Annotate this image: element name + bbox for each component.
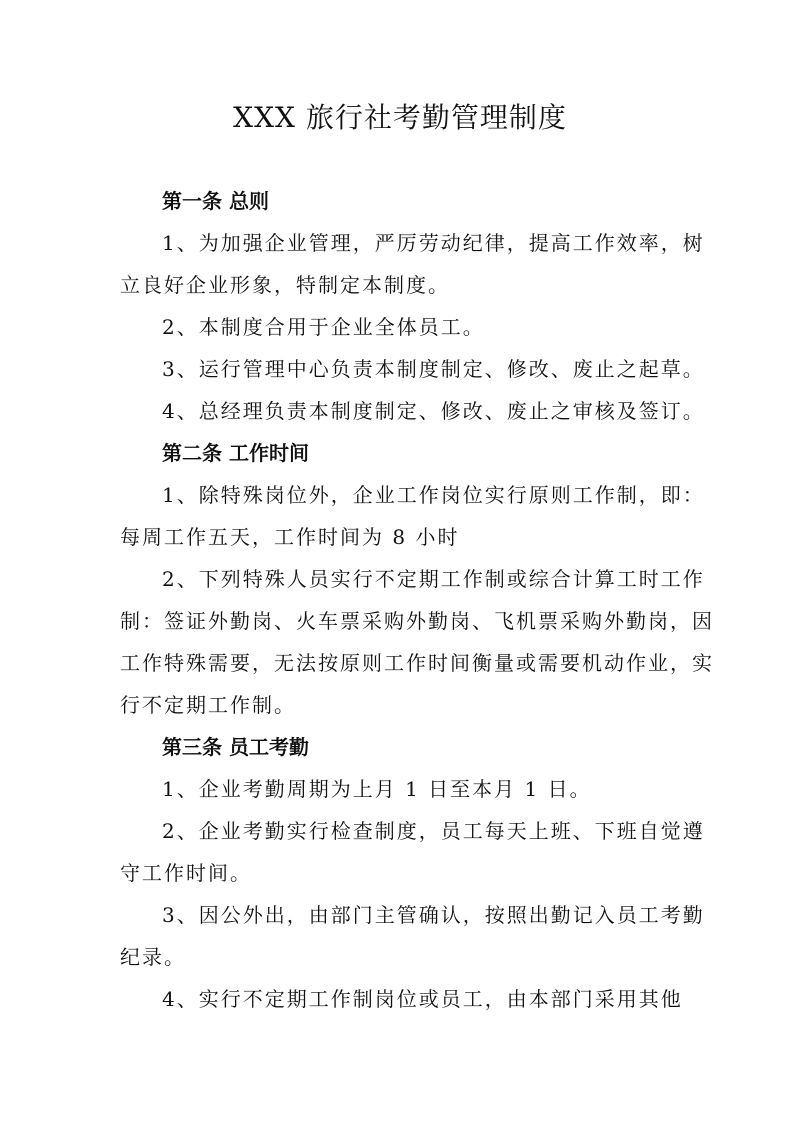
- section-heading: 第二条 工作时间: [162, 441, 309, 465]
- paragraph: 4、实行不定期工作制岗位或员工，由本部门采用其他: [162, 987, 683, 1011]
- section-attendance: [120, 726, 720, 1020]
- section-heading: 第一条 总则: [162, 189, 269, 213]
- paragraph: 3、运行管理中心负责本制度制定、修改、废止之起草。: [162, 357, 705, 381]
- paragraph: 4、总经理负责本制度制定、修改、废止之审核及签订。: [162, 399, 705, 423]
- paragraph: 2、本制度合用于企业全体员工。: [162, 315, 485, 339]
- paragraph: 1、企业考勤周期为上月 1 日至本月 1 日。: [162, 777, 592, 801]
- section-general: [120, 180, 720, 432]
- section-heading: 第三条 员工考勤: [162, 735, 309, 759]
- paragraph: 1、为加强企业管理，严厉劳动纪律，提高工作效率，树立良好企业形象，特制定本制度。: [120, 231, 705, 297]
- paragraph: 2、下列特殊人员实行不定期工作制或综合计算工时工作制：签证外勤岗、火车票采购外勤岗、飞机票采购外勤岗，因工作特殊需要，无法按原则工作时间衡量或需要机动作业，实行不定期工作制。: [120, 567, 714, 717]
- paragraph: 3、因公外出，由部门主管确认，按照出勤记入员工考勤纪录。: [120, 903, 705, 969]
- section-working-hours: [120, 432, 720, 726]
- paragraph: 2、企业考勤实行检查制度，员工每天上班、下班自觉遵守工作时间。: [120, 819, 705, 885]
- document-title: XXX 旅行社考勤管理制度: [233, 101, 567, 134]
- paragraph: 1、除特殊岗位外，企业工作岗位实行原则工作制，即：每周工作五天，工作时间为 8 小时: [120, 483, 705, 549]
